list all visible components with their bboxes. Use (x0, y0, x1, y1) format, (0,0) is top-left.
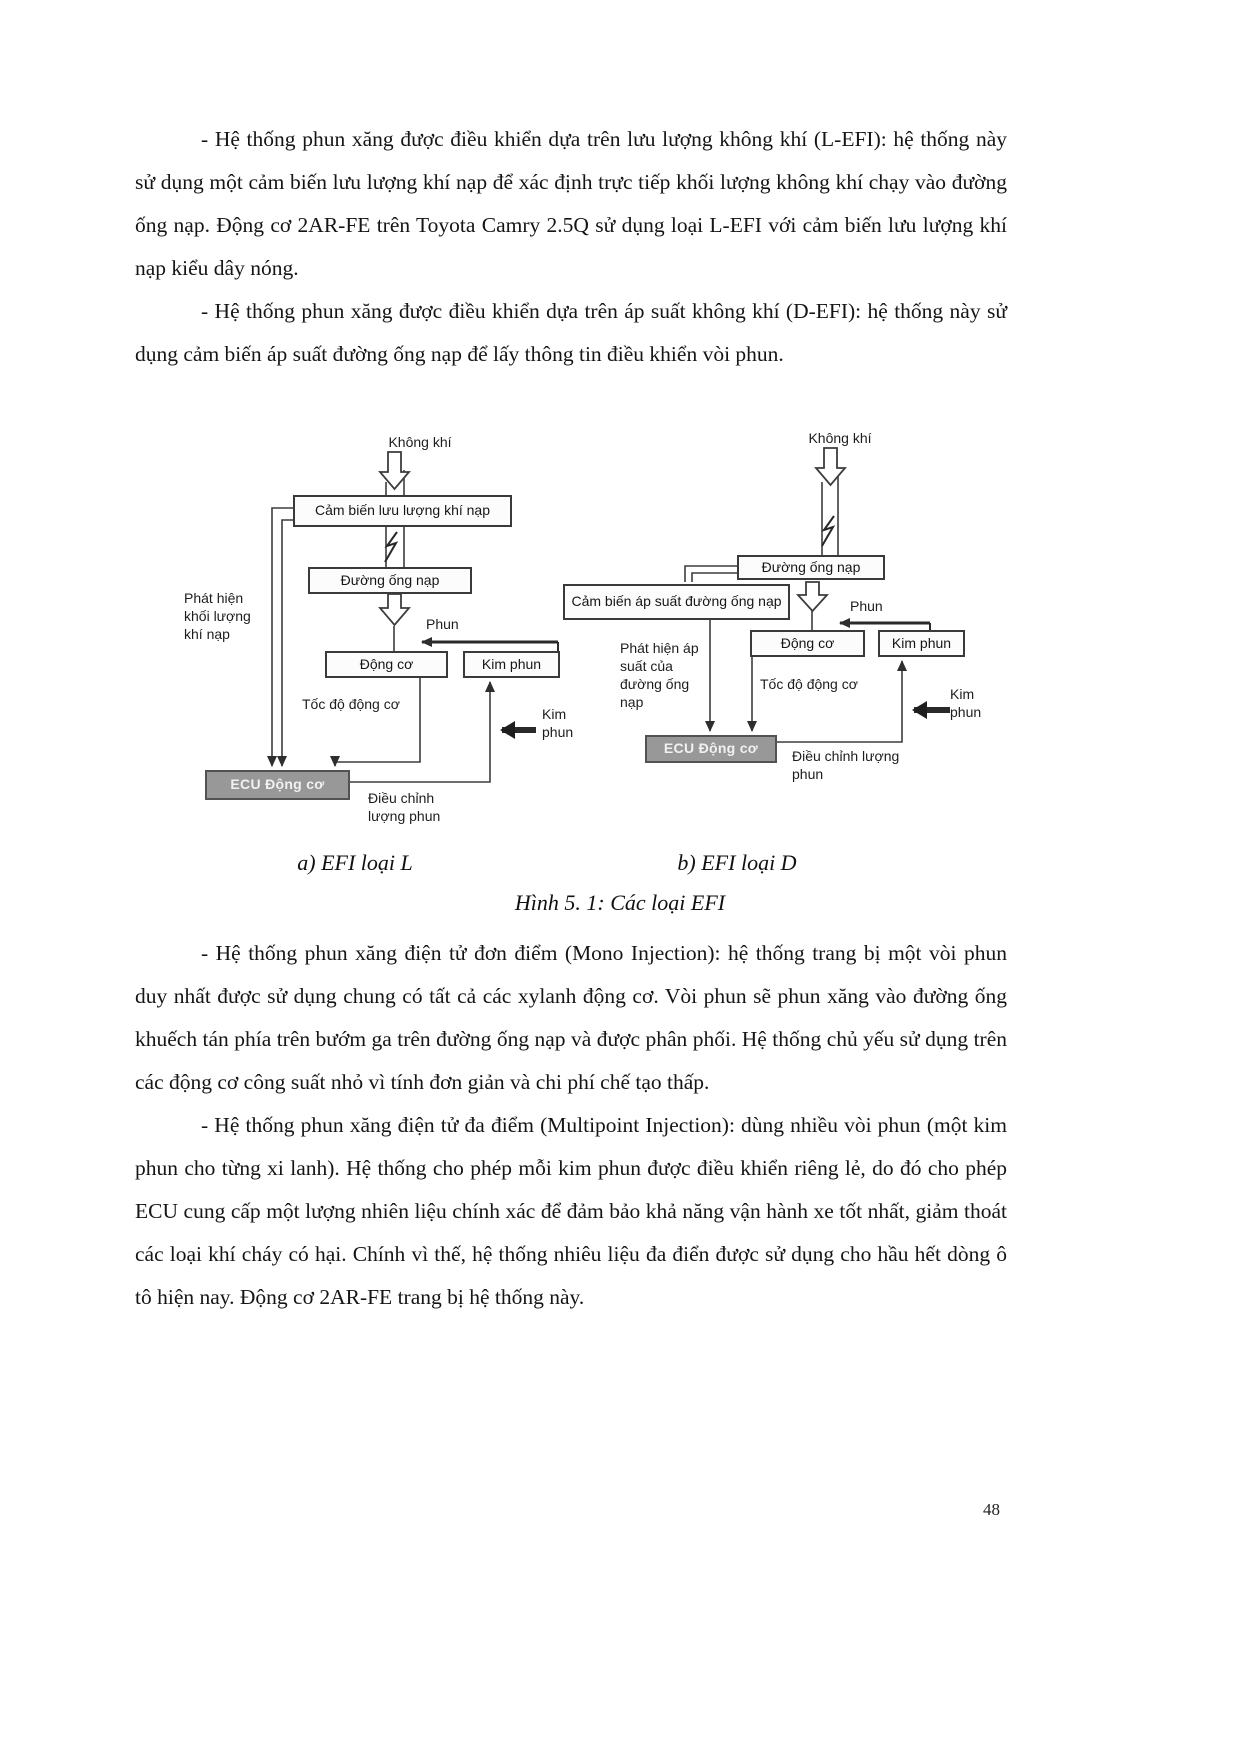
paragraph-mono-injection: - Hệ thống phun xăng điện tử đơn điểm (Mono Injection): hệ thống trang bị một vòi phun duy nhất được sử dụng chung có tất cả các xylanh động cơ. Vòi phun sẽ phun xăng vào đường ống khuếch tán phía trên bướm ga trên đường ống nạp và được phân phối. Hệ thống chủ yếu sử dụng trên các động cơ công suất nhỏ vì tính đơn giản và chi phí chế tạo thấp. (135, 941, 1007, 1094)
label-injector-right: Kim phun (950, 686, 982, 720)
subcaption-a: a) EFI loại L (297, 850, 413, 875)
air-down-arrow-icon (798, 582, 827, 611)
label-engine-speed-right: Tốc độ động cơ (760, 676, 858, 692)
box-injector-left: Kim phun (463, 651, 560, 678)
figure-efi-types (180, 430, 1060, 830)
label-adjust-right: Điều chỉnh lượng phun (792, 748, 900, 782)
paragraph-d-efi: - Hệ thống phun xăng được điều khiển dựa trên áp suất không khí (D-EFI): hệ thống này sử dụng cảm biến áp suất đường ống nạp để lấy thông tin điều khiển vòi phun. (135, 299, 1007, 366)
box-ecu-right: ECU Động cơ (645, 735, 777, 763)
label-adjust-left: Điều chỉnh lượng phun (368, 790, 441, 824)
box-engine-left: Động cơ (325, 651, 448, 678)
label-engine-speed-left: Tốc độ động cơ (302, 696, 400, 712)
box-ecu-left: ECU Động cơ (205, 770, 350, 800)
air-down-arrow-icon (380, 594, 409, 625)
label-air-right: Không khí (808, 430, 872, 446)
box-airflow-sensor: Cảm biến lưu lượng khí nạp (293, 495, 512, 527)
label-injector-left: Kim phun (542, 706, 574, 740)
paragraph-multipoint-injection: - Hệ thống phun xăng điện tử đa điểm (Multipoint Injection): dùng nhiều vòi phun (một kim phun cho từng xi lanh). Hệ thống cho phép mỗi kim phun được điều khiển riêng lẻ, do đó cho phép ECU cung cấp một lượng nhiên liệu chính xác để đảm bảo khả năng vận hành xe tốt nhất, giảm thoát các loại khí cháy có hại. Chính vì thế, hệ thống nhiêu liệu đa điển được sử dụng cho hầu hết dòng ô tô hiện nay. Động cơ 2AR-FE trang bị hệ thống này. (135, 1113, 1007, 1309)
paragraph-l-efi: - Hệ thống phun xăng được điều khiển dựa trên lưu lượng không khí (L-EFI): hệ thống này sử dụng một cảm biến lưu lượng khí nạp để xác định trực tiếp khối lượng không khí chạy vào đường ống nạp. Động cơ 2AR-FE trên Toyota Camry 2.5Q sử dụng loại L-EFI với cảm biến lưu lượng khí nạp kiểu dây nóng. (135, 127, 1007, 280)
air-down-arrow-icon (816, 448, 845, 485)
label-inject-right: Phun (850, 598, 883, 614)
spark-icon (822, 516, 834, 546)
box-pressure-sensor: Cảm biến áp suất đường ống nạp (563, 584, 790, 620)
label-detect-mass: Phát hiện khối lượng khí nạp (184, 590, 251, 642)
box-engine-right: Động cơ (750, 630, 865, 657)
box-injector-right: Kim phun (878, 630, 965, 657)
label-detect-pressure: Phát hiện áp suất của đường ống nạp (620, 640, 699, 710)
figure-caption: Hình 5. 1: Các loại EFI (514, 890, 726, 915)
page-content (135, 118, 1007, 1319)
figure-subcaptions (180, 850, 1060, 884)
label-inject-left: Phun (426, 616, 459, 632)
box-intake-right: Đường ống nạp (737, 555, 885, 580)
page-number: 48 (983, 1500, 1000, 1519)
box-intake-left: Đường ống nạp (308, 567, 472, 594)
subcaption-b: b) EFI loại D (677, 850, 797, 875)
label-air-left: Không khí (388, 434, 452, 450)
